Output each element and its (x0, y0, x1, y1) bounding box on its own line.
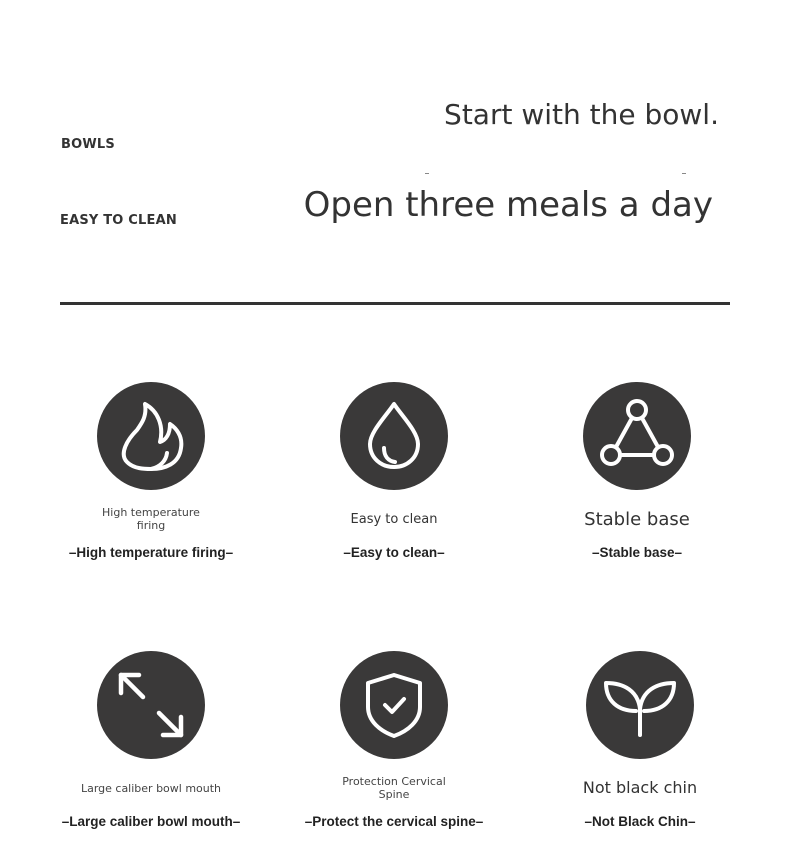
section-divider (60, 302, 730, 305)
feature-easy-to-clean (274, 382, 514, 560)
feature-label: Not black chin (582, 778, 698, 797)
flame-icon (97, 382, 205, 490)
feature-not-black-chin (520, 651, 760, 829)
feature-high-temperature (31, 382, 271, 560)
water-drop-icon (340, 382, 448, 490)
feature-caption: –High temperature firing– (68, 545, 234, 560)
feature-large-caliber (31, 651, 271, 829)
headline-three-meals: Open three meals a day (303, 185, 713, 225)
expand-arrows-icon (97, 651, 205, 759)
feature-caption: –Protect the cervical spine– (304, 814, 484, 829)
easy-to-clean-tag: EASY TO CLEAN (60, 213, 177, 228)
bowls-tag: BOWLS (61, 137, 115, 152)
shield-check-icon (340, 651, 448, 759)
feature-caption: –Easy to clean– (343, 545, 445, 560)
decorative-tick (425, 173, 429, 174)
feature-caption: –Large caliber bowl mouth– (61, 814, 241, 829)
feature-label: Protection Cervical Spine (342, 775, 446, 801)
headline-start-with-bowl: Start with the bowl. (444, 98, 719, 131)
feature-label: Large caliber bowl mouth (80, 782, 222, 795)
feature-caption: –Stable base– (591, 545, 683, 560)
feature-cervical-spine (274, 651, 514, 829)
feature-label: High temperature firing (102, 506, 200, 532)
feature-label: Easy to clean (350, 512, 438, 527)
sprout-icon (586, 651, 694, 759)
decorative-tick (682, 173, 686, 174)
feature-stable-base (517, 382, 757, 560)
feature-label: Stable base (584, 509, 690, 530)
feature-caption: –Not Black Chin– (584, 814, 696, 829)
triangle-nodes-icon (583, 382, 691, 490)
